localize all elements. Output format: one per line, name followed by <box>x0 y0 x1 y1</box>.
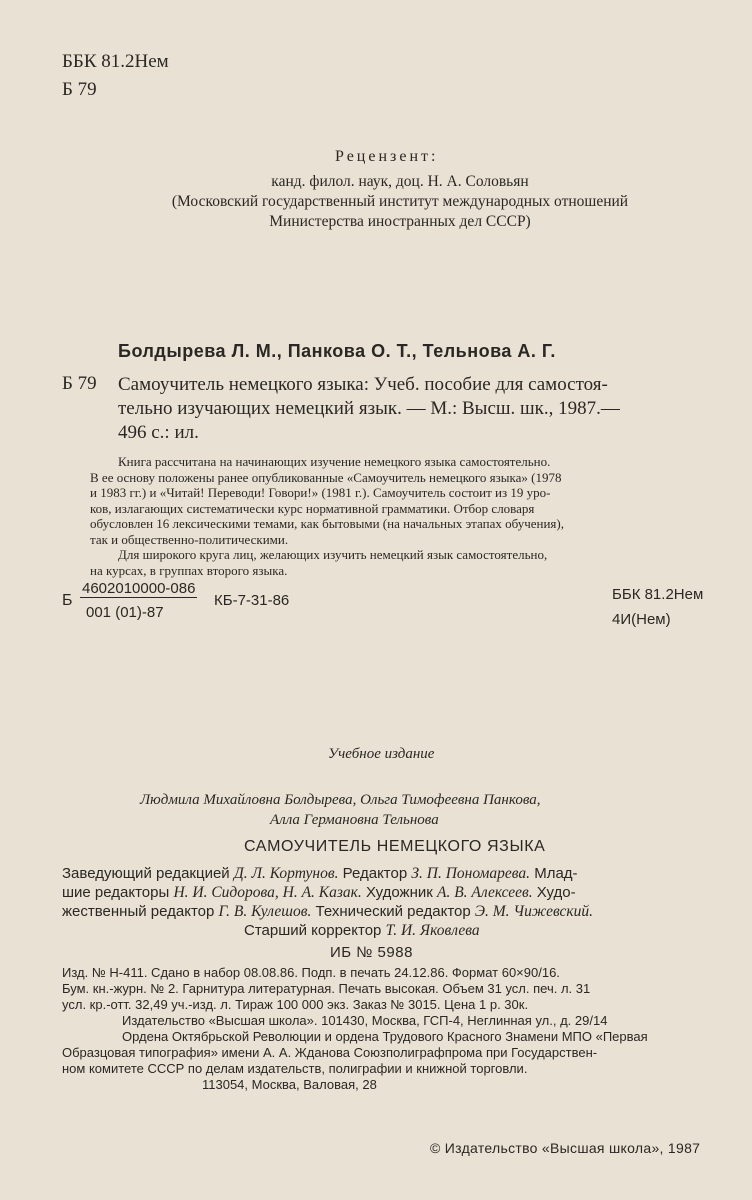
author-mark: Б 79 <box>62 79 97 100</box>
record-line: 496 с.: ил. <box>118 422 199 443</box>
imprint-line: Ордена Октябрьской Революции и ордена Трудового Красного Знамени МПО «Первая <box>122 1029 648 1044</box>
imprint-line: 113054, Москва, Валовая, 28 <box>202 1077 377 1092</box>
credit-role: Редактор <box>338 865 412 882</box>
credit-role: Млад- <box>530 865 578 882</box>
credit-person: Т. И. Яковлева <box>385 922 480 939</box>
credit-person: Э. М. Чижевский. <box>474 903 593 920</box>
reviewer-line: Министерства иностранных дел СССР) <box>269 213 531 230</box>
credit-person: А. В. Алексеев. <box>436 884 533 901</box>
bibliographic-record <box>118 373 718 445</box>
record-code: Б 79 <box>62 373 97 394</box>
bbk-code-right: ББК 81.2Нем <box>612 586 704 603</box>
credit-role: шие редакторы <box>62 884 174 901</box>
authors-heading: Болдырева Л. М., Панкова О. Т., Тельнова А. Г. <box>118 341 556 361</box>
credit-role: Старший корректор <box>244 922 386 939</box>
fraction-denominator: 001 (01)-87 <box>86 604 164 621</box>
bbk-index-top <box>62 50 169 106</box>
credit-role: Заведующий редакцией <box>62 865 234 882</box>
imprint-line: Издательство «Высшая школа». 101430, Москва, ГСП-4, Неглинная ул., д. 29/14 <box>122 1013 608 1028</box>
credits-block <box>62 864 722 940</box>
annotation <box>90 454 730 578</box>
annotation-line: ков, излагающих систематически курс нормативной грамматики. Отбор словаря <box>90 500 535 516</box>
ib-number: ИБ № 5988 <box>330 944 413 961</box>
names-line: Алла Германовна Тельнова <box>270 812 439 828</box>
reviewer-line: (Московский государственный институт международных отношений <box>171 193 629 210</box>
imprint-line: усл. кр.-отт. 32,49 уч.-изд. л. Тираж 100 000 экз. Заказ № 3015. Цена 1 р. 30к. <box>62 997 529 1012</box>
fraction-numerator: 4602010000-086 <box>82 580 196 597</box>
bbk-index-right <box>612 582 703 632</box>
copyright: © Издательство «Высшая школа», 1987 <box>430 1140 701 1156</box>
credit-person: Н. И. Сидорова, Н. А. Казак. <box>173 884 362 901</box>
credit-role: Художник <box>361 884 437 901</box>
credit-person: Г. В. Кулешов. <box>218 903 312 920</box>
credits-line <box>62 864 722 883</box>
imprint-block <box>62 965 722 1093</box>
imprint-line: ном комитете СССР по делам издательств, полиграфии и книжной торговли. <box>62 1061 528 1076</box>
credit-person: Д. Л. Кортунов. <box>233 865 339 882</box>
reviewer-title: Рецензент: <box>335 148 439 165</box>
credits-line <box>62 883 722 902</box>
annotation-line: так и общественно-политическими. <box>90 531 289 547</box>
kb-code: КБ-7-31-86 <box>214 592 290 609</box>
credits-line <box>62 921 722 940</box>
credit-role: жественный редактор <box>62 903 219 920</box>
annotation-line: на курсах, в группах второго языка. <box>90 562 288 578</box>
bbk-subcode: 4И(Нем) <box>612 611 671 628</box>
credits-line <box>62 902 722 921</box>
credit-role: Технический редактор <box>311 903 475 920</box>
credit-person: З. П. Пономарева. <box>411 865 531 882</box>
annotation-line: и 1983 гг.) и «Читай! Переводи! Говори!» (1981 г.). Самоучитель состоит из 19 уро- <box>90 485 551 500</box>
record-line: тельно изучающих немецкий язык. — М.: Высш. шк., 1987.— <box>118 398 620 419</box>
reviewer-block <box>100 172 700 232</box>
imprint-line: Образцовая типография» имени А. А. Жданова Союзполиграфпрома при Государствен- <box>62 1045 598 1060</box>
annotation-line: обусловлен 16 лексическими темами, как бытовыми (на начальных этапах обучения), <box>90 516 564 531</box>
imprint-line: Бум. кн.-журн. № 2. Гарнитура литературная. Печать высокая. Объем 31 усл. печ. л. 31 <box>62 981 591 996</box>
record-line: Самоучитель немецкого языка: Учеб. пособие для самостоя- <box>118 374 608 395</box>
names-line: Людмила Михайловна Болдырева, Ольга Тимофеевна Панкова, <box>140 792 541 808</box>
reviewer-line: канд. филол. наук, доц. Н. А. Соловьян <box>271 173 529 190</box>
annotation-line: Книга рассчитана на начинающих изучение немецкого языка самостоятельно. <box>118 454 551 469</box>
bbk-code: ББК 81.2Нем <box>62 51 169 72</box>
annotation-line: В ее основу положены ранее опубликованные «Самоучитель немецкого языка» (1978 <box>90 469 562 485</box>
author-full-names <box>140 790 540 830</box>
credit-role: Худо- <box>532 884 576 901</box>
imprint-line: Изд. № Н-411. Сдано в набор 08.08.86. Подп. в печать 24.12.86. Формат 60×90/16. <box>62 965 560 980</box>
annotation-line: Для широкого круга лиц, желающих изучить немецкий язык самостоятельно, <box>118 547 548 562</box>
edition-type: Учебное издание <box>328 746 435 762</box>
book-title: САМОУЧИТЕЛЬ НЕМЕЦКОГО ЯЗЫКА <box>244 838 546 855</box>
fraction-prefix: Б <box>62 592 73 609</box>
